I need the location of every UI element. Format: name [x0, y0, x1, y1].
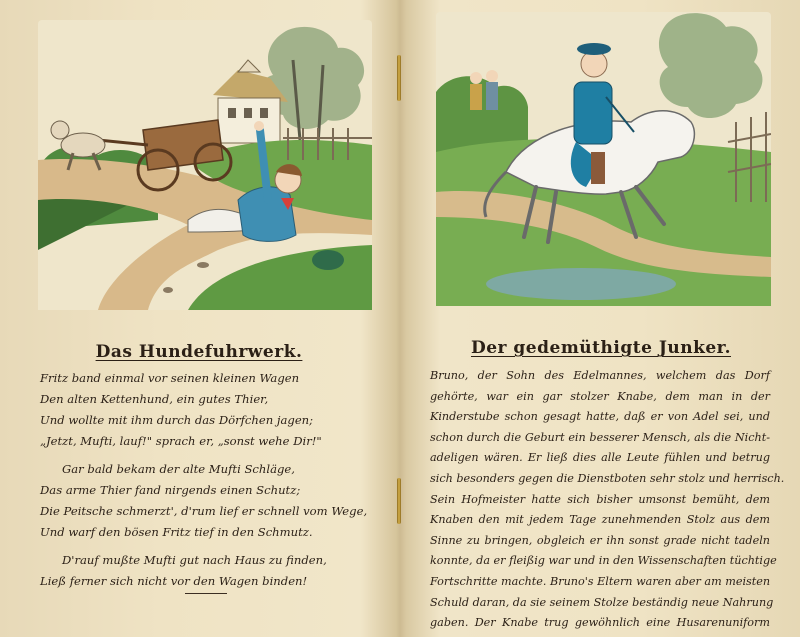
poem-line: Das arme Thier fand nirgends einen Schutz;	[40, 483, 301, 497]
story-line: sich besonders gegen die Dienstboten sehr stolz und herrisch.	[430, 471, 785, 485]
poem-line: Fritz band einmal vor seinen kleinen Wagen	[40, 371, 300, 385]
story-line: adeligen wären. Er ließ dies alle Leute fühlen und betrug	[430, 451, 770, 465]
rider-picture	[436, 12, 771, 306]
section-divider	[185, 593, 227, 594]
poem-title: Das Hundefuhrwerk.	[95, 342, 303, 362]
story-line: konnte, da er fleißig war und in den Wissenschaften tüchtige	[430, 554, 777, 568]
story-line: Fortschritte machte. Bruno's Eltern waren aber am meisten	[430, 574, 771, 588]
story-line: Kinderstube schon gesagt hatte, daß er von Adel sei, und	[430, 410, 770, 424]
poem-text	[40, 368, 368, 592]
story-line: gehörte, war ein gar stolzer Knabe, dem man in der	[430, 389, 770, 403]
stanza-gap	[40, 543, 360, 550]
poem-line: Und warf den bösen Fritz tief in den Schmutz.	[40, 525, 313, 539]
poem-line: D'rauf mußte Mufti gut nach Haus zu finden,	[62, 553, 327, 567]
story-line: Schuld daran, da sie seinem Stolze beständig neue Nahrung	[430, 595, 774, 609]
poem-line: Den alten Kettenhund, ein gutes Thier,	[40, 392, 269, 406]
poem-line: Ließ ferner sich nicht vor den Wagen binden!	[40, 574, 308, 588]
poem-line: Gar bald bekam der alte Mufti Schläge,	[62, 462, 295, 476]
right-page	[402, 0, 800, 637]
left-page	[0, 0, 398, 637]
story-line: Sinne zu bringen, obgleich er ihn sonst grade nicht tadeln	[430, 533, 770, 547]
story-line: Bruno, der Sohn des Edelmannes, welchem das Dorf	[430, 369, 770, 382]
story-line: Sein Hofmeister hatte sich bisher umsonst bemüht, dem	[430, 492, 770, 506]
story-title: Der gedemüthigte Junker.	[470, 338, 731, 358]
rider-illustration	[436, 12, 771, 306]
poem-line: Die Peitsche schmerzt', d'rum lief er schnell vom Wege,	[40, 504, 368, 518]
story-text	[430, 366, 785, 634]
dog-cart-illustration	[38, 20, 372, 310]
dog-cart-picture	[38, 20, 372, 310]
stanza-gap	[40, 452, 360, 459]
story-line: Knaben den mit jedem Tage zunehmenden Stolz aus dem	[430, 513, 770, 527]
poem-line: Und wollte mit ihm durch das Dörfchen jagen;	[40, 413, 314, 427]
poem-line: „Jetzt, Mufti, lauf!" sprach er, „sonst wehe Dir!"	[40, 434, 322, 448]
story-line: schon durch die Geburt ein besserer Mensch, als die Nicht-	[430, 430, 770, 444]
story-line: gaben. Der Knabe trug gewöhnlich eine Husarenuniform	[430, 616, 770, 630]
